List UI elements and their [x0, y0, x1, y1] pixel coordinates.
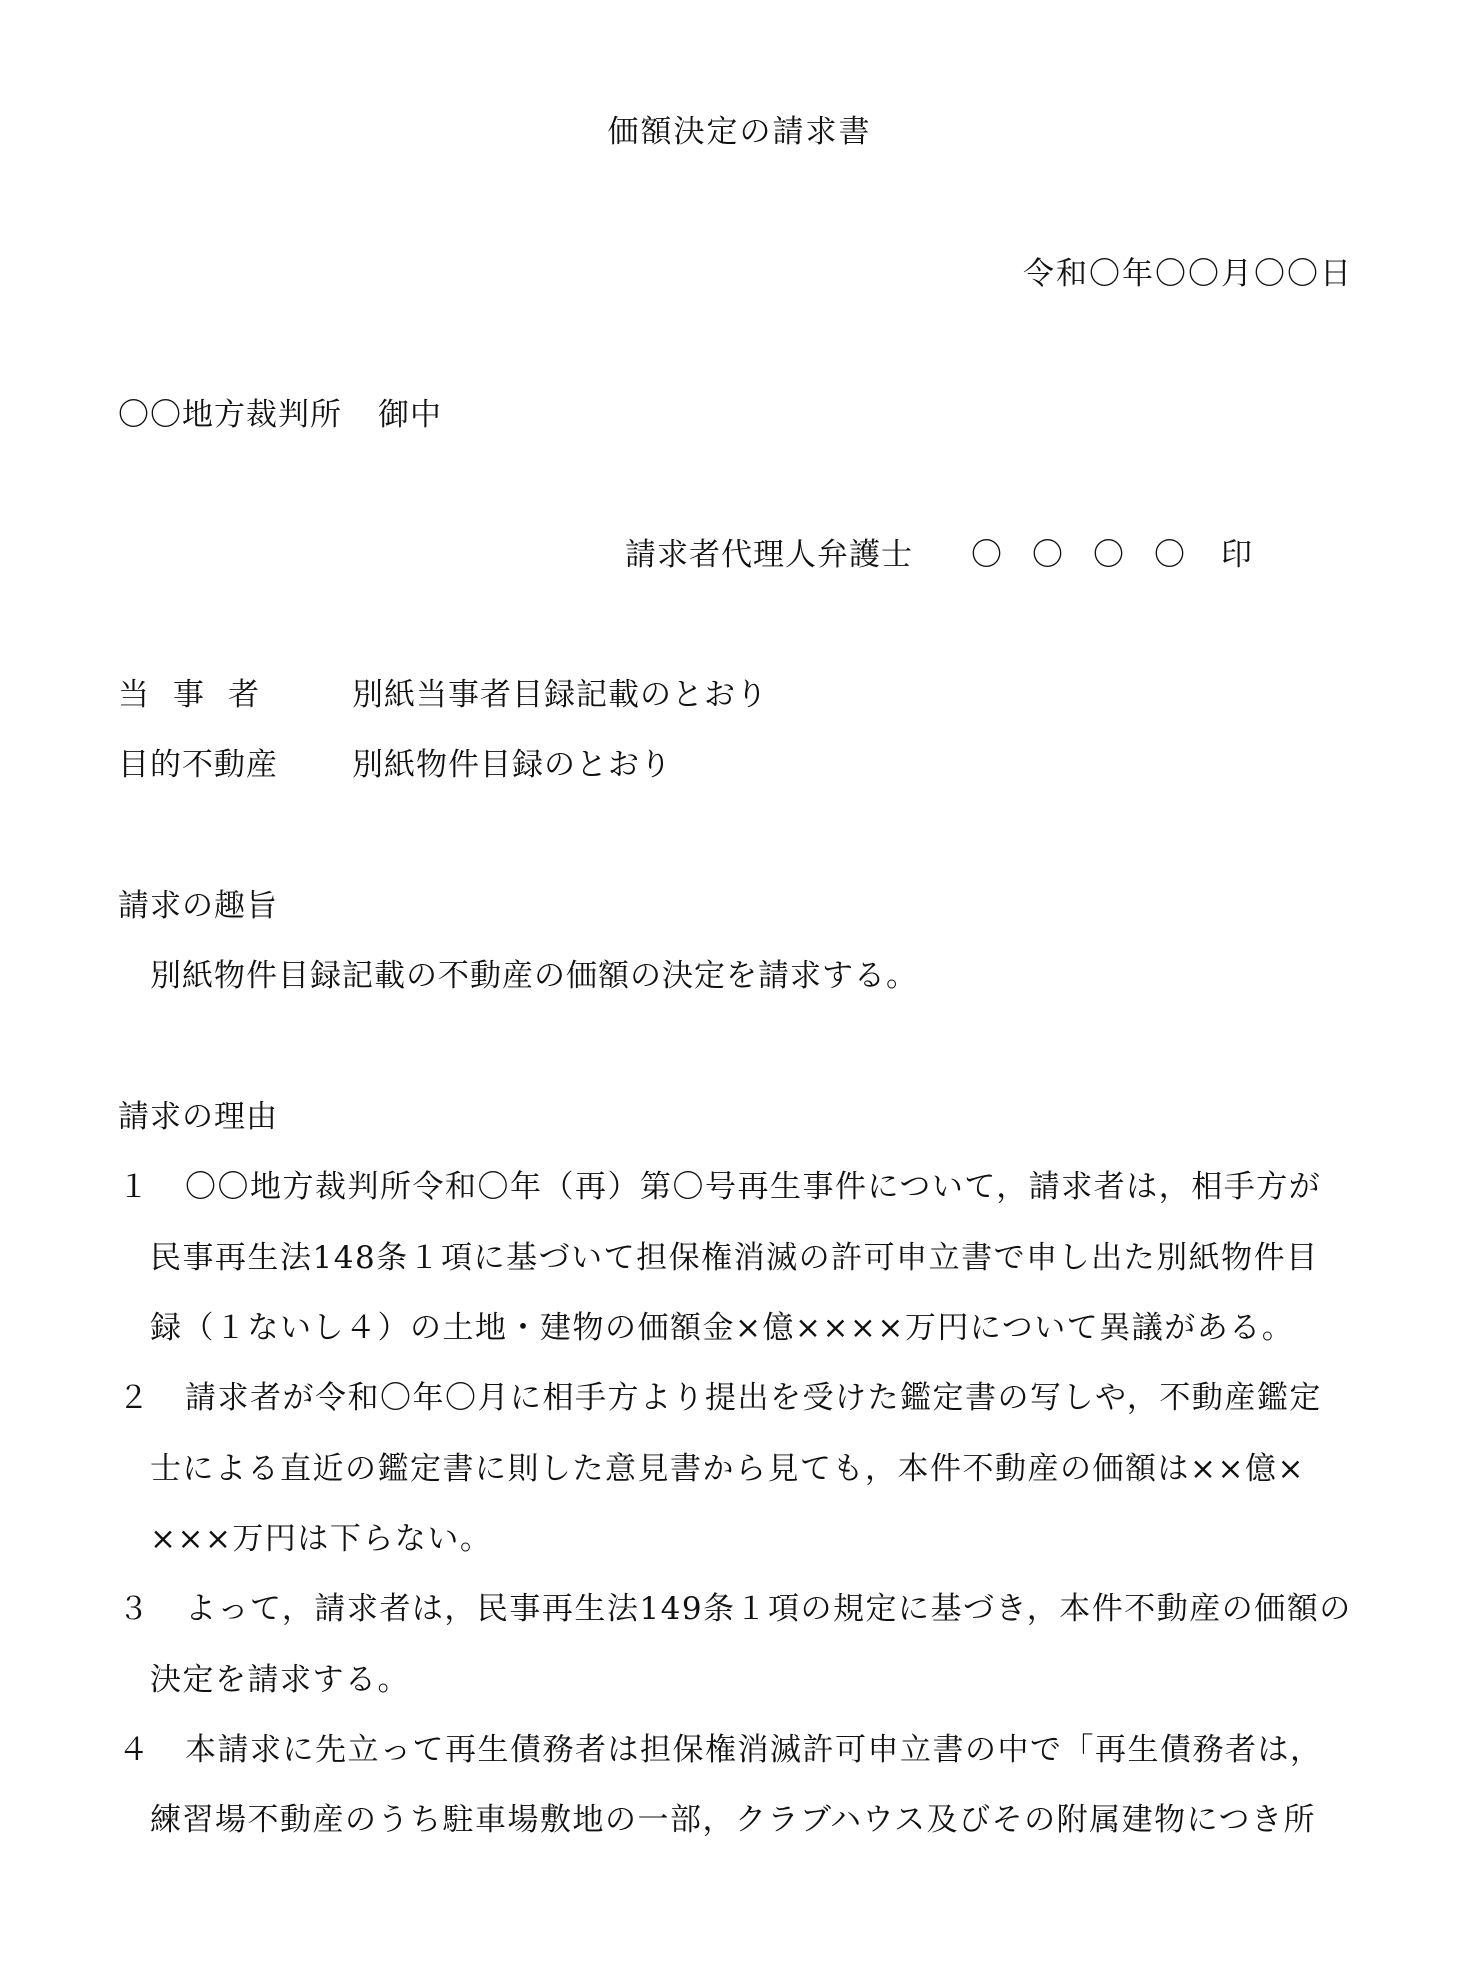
- document-title: 価額決定の請求書: [607, 114, 872, 150]
- reason-line: 決定を請求する。: [150, 1662, 410, 1698]
- reason-heading: 請求の理由: [118, 1099, 278, 1135]
- purpose-text: 別紙物件目録記載の不動産の価額の決定を請求する。: [150, 958, 918, 994]
- agent-signature: [625, 535, 1253, 575]
- reason-number: ２: [118, 1380, 149, 1416]
- agent-name: 〇〇〇〇: [971, 537, 1215, 573]
- reason-line: 練習場不動産のうち駐車場敷地の一部，クラブハウス及びその附属建物につき所: [150, 1802, 1316, 1838]
- agent-label: 請求者代理人弁護士: [625, 537, 913, 573]
- reason-number: ３: [118, 1591, 149, 1627]
- parties-value: 別紙当事者目録記載のとおり: [352, 677, 768, 713]
- reason-line: 〇〇地方裁判所令和〇年（再）第〇号再生事件について，請求者は，相手方が: [185, 1169, 1322, 1205]
- reason-line: 請求者が令和〇年〇月に相手方より提出を受けた鑑定書の写しや，不動産鑑定: [185, 1380, 1322, 1416]
- reason-line: 民事再生法148条１項に基づいて担保権消滅の許可申立書で申し出た別紙物件目: [150, 1240, 1319, 1276]
- purpose-heading: 請求の趣旨: [118, 888, 278, 924]
- property-label: 目的不動産: [118, 747, 278, 783]
- reason-line: ×××万円は下らない。: [150, 1521, 493, 1557]
- court-honorific: 御中: [378, 397, 442, 433]
- property-value: 別紙物件目録のとおり: [352, 747, 672, 783]
- reason-number: １: [118, 1169, 149, 1205]
- parties-label: 当事者: [118, 677, 283, 713]
- reason-line: よって，請求者は，民事再生法149条１項の規定に基づき，本件不動産の価額の: [185, 1591, 1352, 1627]
- agent-seal: 印: [1221, 537, 1253, 573]
- reason-line: 士による直近の鑑定書に則した意見書から見ても，本件不動産の価額は××億×: [150, 1451, 1305, 1487]
- reason-line: 本請求に先立って再生債務者は担保権消滅許可申立書の中で「再生債務者は，: [185, 1732, 1323, 1768]
- court-addressee: [118, 395, 442, 435]
- reason-number: ４: [118, 1732, 149, 1768]
- reason-line: 録（１ないし４）の土地・建物の価額金×億××××万円について異議がある。: [150, 1310, 1295, 1346]
- document-date: 令和〇年〇〇月〇〇日: [1023, 256, 1353, 292]
- court-name: 〇〇地方裁判所: [118, 397, 342, 433]
